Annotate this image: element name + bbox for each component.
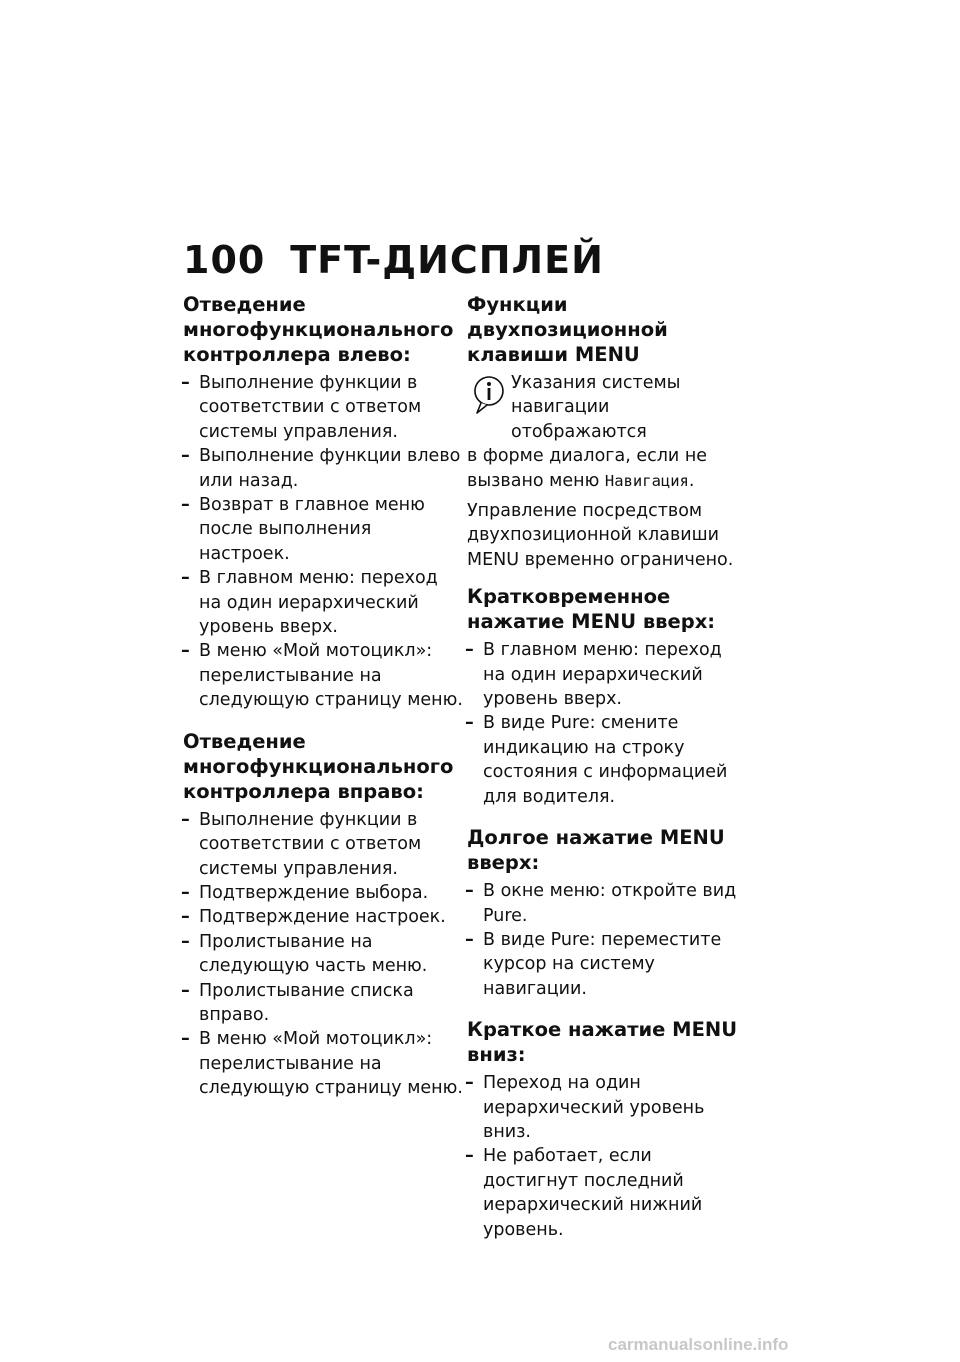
note-line-2: навигации отображаются [511,397,647,442]
list-item: – В меню «Мой мотоцикл»: перелистывание на следующую страницу меню. [183,639,463,712]
section-heading-right: Отведение многофункционального контроллера вправо: [183,729,454,803]
list-item: – В окне меню: откройте вид Pure. [467,879,742,928]
short-down-heading: Краткое нажатие MENU вниз: [467,1018,738,1067]
list-item: – Выполнение функции влево или назад. [183,444,463,493]
navigation-menu-name: Навигация [604,471,689,490]
left-list [183,371,463,713]
list-item: – Подтверждение выбора. [183,881,463,905]
list-item: – Подтверждение настроек. [183,905,463,929]
list-item: – Выполнение функции в соответствии с ответом системы управления. [183,808,463,881]
note-text: в форме диалога, если не вызвано меню [467,446,708,491]
watermark: carmanualsonline.info [608,1335,789,1354]
list-item: – В главном меню: переход на один иерархический уровень вверх. [467,638,742,711]
list-item: – Выполнение функции в соответствии с ответом системы управления. [183,371,463,444]
short-down-list [467,1071,742,1242]
page-header [183,238,604,282]
long-up-heading: Долгое нажатие MENU вверх: [467,826,725,875]
short-up-heading: Кратковременное нажатие MENU вверх: [467,585,716,634]
note-suffix: . [688,470,695,491]
note-line-1: Указания системы [511,373,681,393]
note-block [467,371,742,493]
short-up-list [467,638,742,809]
list-item: – Не работает, если достигнут последний иерархический нижний уровень. [467,1144,742,1242]
list-item: – В виде Pure: переместите курсор на систему навигации. [467,928,742,1001]
page-number: 100 [183,238,266,282]
right-column [467,292,742,1258]
info-paragraph: Управление посредством двухпозиционной клавиши MENU временно ограничено. [467,501,734,570]
menu-key-heading: Функции двухпозиционной клавиши MENU [467,293,668,366]
info-icon [473,375,505,415]
page-title: TFT-ДИСПЛЕЙ [290,238,604,282]
right-list [183,808,463,1101]
note-line-3 [467,444,742,493]
list-item: – В виде Pure: смените индикацию на строку состояния с информацией для водителя. [467,711,742,809]
long-up-list [467,879,742,1001]
list-item: – В главном меню: переход на один иерархический уровень вверх. [183,566,463,639]
left-column [183,292,463,1117]
section-heading-left: Отведение многофункционального контроллера влево: [183,293,454,366]
list-item: – Пролистывание списка вправо. [183,979,463,1028]
list-item: – Переход на один иерархический уровень вниз. [467,1071,742,1144]
list-item: – Возврат в главное меню после выполнения настроек. [183,493,463,566]
list-item: – В меню «Мой мотоцикл»: перелистывание на следующую страницу меню. [183,1027,463,1100]
list-item: – Пролистывание на следующую часть меню. [183,930,463,979]
